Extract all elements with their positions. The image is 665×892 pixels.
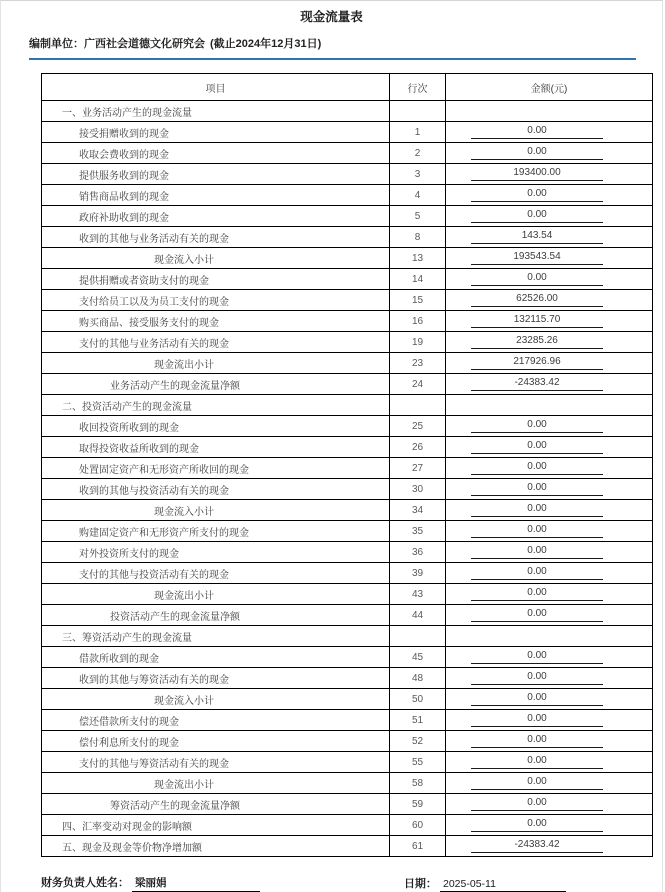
footer	[41, 874, 636, 892]
row-line-number: 24	[390, 374, 446, 395]
prepared-by-value: 广西社会道德文化研究会	[84, 38, 205, 50]
row-item-label: 五、现金及现金等价物净增加额	[42, 836, 390, 857]
row-amount-value: 193543.54	[471, 251, 603, 265]
row-item-label: 提供捐赠或者资助支付的现金	[42, 269, 390, 290]
table-row	[42, 542, 653, 563]
column-header-line-no: 行次	[390, 74, 446, 101]
row-amount-cell	[446, 437, 653, 458]
row-item-label: 取得投资收益所收到的现金	[42, 437, 390, 458]
row-amount-cell	[446, 416, 653, 437]
row-amount-cell	[446, 500, 653, 521]
row-item-label: 现金流出小计	[42, 773, 390, 794]
row-amount-value: 0.00	[471, 419, 603, 433]
row-item-label: 投资活动产生的现金流量净额	[42, 605, 390, 626]
table-row	[42, 521, 653, 542]
row-line-number: 45	[390, 647, 446, 668]
row-amount-cell	[446, 143, 653, 164]
row-line-number: 59	[390, 794, 446, 815]
table-row	[42, 605, 653, 626]
row-amount-value: 0.00	[471, 440, 603, 454]
row-amount-cell	[446, 332, 653, 353]
row-amount-value: 0.00	[471, 818, 603, 832]
row-amount-value: 0.00	[471, 188, 603, 202]
row-item-label: 偿付利息所支付的现金	[42, 731, 390, 752]
row-line-number: 25	[390, 416, 446, 437]
row-line-number: 16	[390, 311, 446, 332]
table-header-row	[42, 74, 653, 101]
row-amount-value: 0.00	[471, 209, 603, 223]
table-row	[42, 458, 653, 479]
row-line-number: 1	[390, 122, 446, 143]
row-line-number: 34	[390, 500, 446, 521]
table-row	[42, 185, 653, 206]
row-amount-cell	[446, 710, 653, 731]
row-amount-value: -24383.42	[471, 377, 603, 391]
row-line-number	[390, 395, 446, 416]
row-item-label: 业务活动产生的现金流量净额	[42, 374, 390, 395]
table-row	[42, 248, 653, 269]
table-row	[42, 206, 653, 227]
table-row	[42, 563, 653, 584]
table-row	[42, 437, 653, 458]
row-amount-value: 0.00	[471, 671, 603, 685]
row-line-number: 48	[390, 668, 446, 689]
row-line-number: 52	[390, 731, 446, 752]
row-amount-cell	[446, 752, 653, 773]
row-amount-value: 0.00	[471, 545, 603, 559]
row-item-label: 现金流入小计	[42, 689, 390, 710]
row-amount-value: 0.00	[471, 272, 603, 286]
cash-flow-table	[41, 73, 653, 857]
row-item-label: 购建固定资产和无形资产所支付的现金	[42, 521, 390, 542]
row-amount-cell	[446, 164, 653, 185]
row-amount-value: 0.00	[471, 566, 603, 580]
table-row	[42, 395, 653, 416]
row-line-number: 5	[390, 206, 446, 227]
page-title: 现金流量表	[300, 10, 363, 24]
row-amount-value: 0.00	[471, 482, 603, 496]
table-row	[42, 311, 653, 332]
row-amount-cell	[446, 458, 653, 479]
table-row	[42, 122, 653, 143]
row-item-label: 支付的其他与筹资活动有关的现金	[42, 752, 390, 773]
row-amount-value: 143.54	[471, 230, 603, 244]
row-amount-value: 0.00	[471, 734, 603, 748]
row-line-number	[390, 101, 446, 122]
row-amount-value: -24383.42	[471, 839, 603, 853]
table-row	[42, 143, 653, 164]
table-row	[42, 227, 653, 248]
row-amount-cell	[446, 374, 653, 395]
row-item-label: 支付的其他与业务活动有关的现金	[42, 332, 390, 353]
row-line-number: 27	[390, 458, 446, 479]
column-header-item: 项目	[42, 74, 390, 101]
row-item-label: 销售商品收到的现金	[42, 185, 390, 206]
row-item-label: 三、筹资活动产生的现金流量	[42, 626, 390, 647]
table-row	[42, 668, 653, 689]
row-item-label: 收到的其他与投资活动有关的现金	[42, 479, 390, 500]
prepared-by-label: 编制单位：	[29, 38, 84, 50]
row-amount-value: 0.00	[471, 146, 603, 160]
table-row	[42, 164, 653, 185]
row-item-label: 处置固定资产和无形资产所收回的现金	[42, 458, 390, 479]
row-line-number: 61	[390, 836, 446, 857]
table-row	[42, 710, 653, 731]
row-amount-value: 0.00	[471, 524, 603, 538]
row-item-label: 现金流入小计	[42, 248, 390, 269]
row-item-label: 借款所收到的现金	[42, 647, 390, 668]
row-amount-cell	[446, 584, 653, 605]
row-line-number: 2	[390, 143, 446, 164]
row-item-label: 收到的其他与筹资活动有关的现金	[42, 668, 390, 689]
row-line-number: 26	[390, 437, 446, 458]
row-item-label: 现金流入小计	[42, 500, 390, 521]
table-body	[42, 101, 653, 857]
row-amount-value: 0.00	[471, 608, 603, 622]
row-item-label: 现金流出小计	[42, 584, 390, 605]
row-line-number: 8	[390, 227, 446, 248]
prepared-by-line	[29, 35, 636, 60]
row-amount-cell	[446, 626, 653, 647]
row-item-label: 政府补助收到的现金	[42, 206, 390, 227]
row-item-label: 收回投资所收到的现金	[42, 416, 390, 437]
row-amount-cell	[446, 731, 653, 752]
row-line-number: 43	[390, 584, 446, 605]
row-amount-cell	[446, 773, 653, 794]
row-amount-cell	[446, 122, 653, 143]
row-line-number: 36	[390, 542, 446, 563]
row-item-label: 购买商品、接受服务支付的现金	[42, 311, 390, 332]
table-row	[42, 332, 653, 353]
row-amount-cell	[446, 353, 653, 374]
preparer-name-label: 财务负责人姓名：	[41, 877, 129, 889]
row-line-number: 13	[390, 248, 446, 269]
row-amount-cell	[446, 521, 653, 542]
row-item-label: 收取会费收到的现金	[42, 143, 390, 164]
row-amount-value: 0.00	[471, 503, 603, 517]
row-amount-value: 0.00	[471, 755, 603, 769]
row-line-number: 4	[390, 185, 446, 206]
row-amount-value: 0.00	[471, 125, 603, 139]
date-value: 2025-05-11	[440, 878, 566, 892]
row-amount-value: 193400.00	[471, 167, 603, 181]
table-row	[42, 815, 653, 836]
row-line-number: 15	[390, 290, 446, 311]
row-line-number: 50	[390, 689, 446, 710]
row-line-number: 35	[390, 521, 446, 542]
row-item-label: 二、投资活动产生的现金流量	[42, 395, 390, 416]
row-amount-value: 0.00	[471, 461, 603, 475]
row-line-number: 23	[390, 353, 446, 374]
row-line-number: 30	[390, 479, 446, 500]
table-row	[42, 479, 653, 500]
row-item-label: 四、汇率变动对现金的影响额	[42, 815, 390, 836]
row-amount-value: 0.00	[471, 713, 603, 727]
row-item-label: 支付给员工以及为员工支付的现金	[42, 290, 390, 311]
row-amount-cell	[446, 668, 653, 689]
row-amount-cell	[446, 794, 653, 815]
row-amount-value: 132115.70	[471, 314, 603, 328]
row-amount-value: 0.00	[471, 587, 603, 601]
row-amount-cell	[446, 542, 653, 563]
table-row	[42, 731, 653, 752]
preparer-name-value: 梁丽娟	[132, 875, 260, 892]
row-amount-cell	[446, 395, 653, 416]
row-item-label: 筹资活动产生的现金流量净额	[42, 794, 390, 815]
table-row	[42, 353, 653, 374]
row-amount-cell	[446, 836, 653, 857]
row-amount-cell	[446, 815, 653, 836]
report-date-group	[404, 875, 566, 892]
table-row	[42, 290, 653, 311]
row-amount-cell	[446, 185, 653, 206]
row-amount-cell	[446, 269, 653, 290]
row-item-label: 支付的其他与投资活动有关的现金	[42, 563, 390, 584]
row-item-label: 收到的其他与业务活动有关的现金	[42, 227, 390, 248]
row-amount-value: 0.00	[471, 797, 603, 811]
row-amount-cell	[446, 101, 653, 122]
period-note: (截止2024年12月31日)	[210, 38, 322, 50]
row-item-label: 对外投资所支付的现金	[42, 542, 390, 563]
table-row	[42, 626, 653, 647]
row-amount-cell	[446, 689, 653, 710]
table-row	[42, 752, 653, 773]
row-amount-cell	[446, 206, 653, 227]
table-row	[42, 500, 653, 521]
row-amount-value: 0.00	[471, 650, 603, 664]
row-amount-value: 23285.26	[471, 335, 603, 349]
row-amount-value: 0.00	[471, 776, 603, 790]
row-item-label: 提供服务收到的现金	[42, 164, 390, 185]
table-row	[42, 416, 653, 437]
date-label: 日期：	[403, 878, 437, 890]
row-line-number: 3	[390, 164, 446, 185]
row-line-number: 51	[390, 710, 446, 731]
row-amount-value: 217926.96	[471, 356, 603, 370]
table-row	[42, 794, 653, 815]
row-line-number: 44	[390, 605, 446, 626]
row-amount-cell	[446, 563, 653, 584]
row-line-number: 58	[390, 773, 446, 794]
row-line-number: 60	[390, 815, 446, 836]
table-row	[42, 647, 653, 668]
row-item-label: 偿还借款所支付的现金	[42, 710, 390, 731]
row-item-label: 现金流出小计	[42, 353, 390, 374]
row-amount-cell	[446, 605, 653, 626]
row-amount-cell	[446, 311, 653, 332]
row-item-label: 一、业务活动产生的现金流量	[42, 101, 390, 122]
row-amount-cell	[446, 647, 653, 668]
row-line-number: 14	[390, 269, 446, 290]
table-row	[42, 773, 653, 794]
table-row	[42, 374, 653, 395]
table-row	[42, 584, 653, 605]
preparer-name-group	[41, 874, 260, 892]
row-line-number	[390, 626, 446, 647]
row-amount-cell	[446, 227, 653, 248]
table-row	[42, 689, 653, 710]
row-line-number: 55	[390, 752, 446, 773]
row-amount-cell	[446, 248, 653, 269]
row-item-label: 接受捐赠收到的现金	[42, 122, 390, 143]
row-amount-cell	[446, 479, 653, 500]
table-row	[42, 101, 653, 122]
row-line-number: 19	[390, 332, 446, 353]
table-row	[42, 836, 653, 857]
row-line-number: 39	[390, 563, 446, 584]
row-amount-value: 0.00	[471, 692, 603, 706]
column-header-amount: 金额(元)	[446, 74, 653, 101]
row-amount-cell	[446, 290, 653, 311]
row-amount-value: 62526.00	[471, 293, 603, 307]
table-row	[42, 269, 653, 290]
